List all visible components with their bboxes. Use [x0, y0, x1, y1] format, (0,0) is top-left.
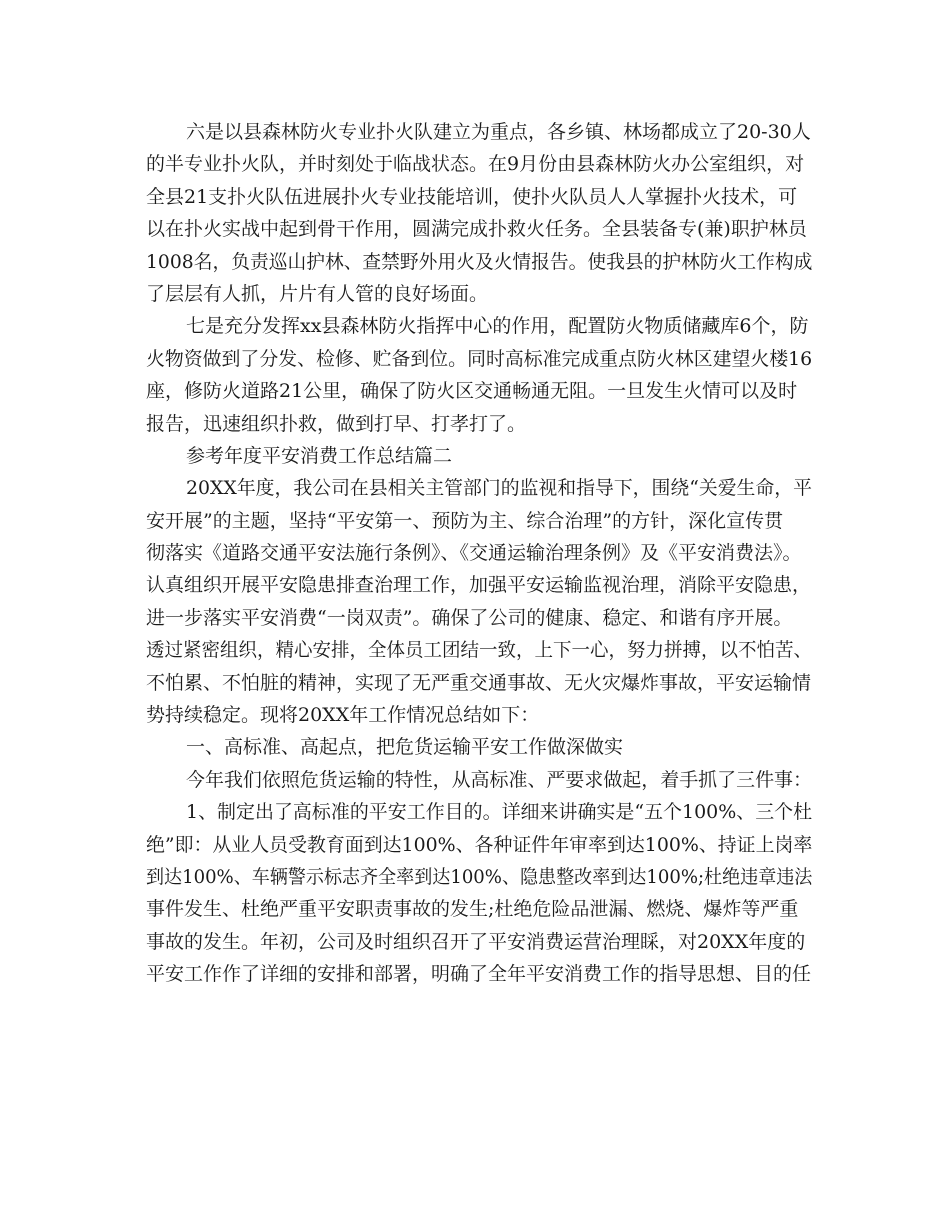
paragraph-line: 20XX年度，我公司在县相关主管部门的监视和指导下，围绕“关爱生命，平 [186, 477, 812, 500]
paragraph-line: 到达100%、车辆警示标志齐全率到达100%、隐患整改率到达100%;杜绝违章违法 [146, 865, 813, 888]
paragraph-line: 全县21支扑火队伍进展扑火专业技能培训，使扑火队员人人掌握扑火技术，可 [146, 185, 798, 208]
paragraph-line: 进一步落实平安消费“一岗双责”。确保了公司的健康、稳定、和谐有序开展。 [146, 606, 793, 629]
paragraph-line: 七是充分发挥xx县森林防火指挥中心的作用，配置防火物质储藏库6个，防 [186, 315, 809, 338]
section-heading: 一、高标准、高起点，把危货运输平安工作做深做实 [186, 736, 624, 759]
paragraph-line: 安开展”的主题，坚持“平安第一、预防为主、综合治理”的方针，深化宣传贯 [146, 509, 784, 532]
paragraph-line: 1008名，负责巡山护林、查禁野外用火及火情报告。使我县的护林防火工作构成 [146, 250, 813, 273]
paragraph-line: 彻落实《道路交通平安法施行条例》、《交通运输治理条例》及《平安消费法》。 [146, 542, 802, 565]
paragraph-line: 报告，迅速组织扑救，做到打早、打孝打了。 [146, 412, 527, 435]
paragraph-line: 1、制定出了高标准的平安工作目的。详细来讲确实是“五个100%、三个杜 [186, 801, 813, 824]
paragraph-line: 认真组织开展平安隐患排查治理工作，加强平安运输监视治理，消除平安隐患， [146, 574, 812, 597]
document-body [146, 116, 812, 991]
paragraph-line: 的半专业扑火队，并时刻处于临战状态。在9月份由县森林防火办公室组织，对 [146, 153, 805, 176]
paragraph-line: 火物资做到了分发、检修、贮备到位。同时高标准完成重点防火林区建望火楼16 [146, 347, 813, 370]
section-heading: 参考年度平安消费工作总结篇二 [186, 444, 453, 467]
paragraph-line: 六是以县森林防火专业扑火队建立为重点，各乡镇、林场都成立了20-30人 [186, 121, 811, 143]
paragraph-line: 平安工作作了详细的安排和部署，明确了全年平安消费工作的指导思想、目的任 [146, 963, 812, 986]
paragraph-line: 以在扑火实战中起到骨干作用，圆满完成扑救火任务。全县装备专(兼)职护林员 [146, 218, 807, 241]
paragraph-line: 不怕累、不怕脏的精神，实现了无严重交通事故、无火灾爆炸事故，平安运输情 [146, 671, 812, 694]
paragraph-line: 透过紧密组织，精心安排，全体员工团结一致，上下一心，努力拼搏，以不怕苦、 [146, 639, 813, 662]
paragraph-line: 事件发生、杜绝严重平安职责事故的发生;杜绝危险品泄漏、燃烧、爆炸等严重 [146, 898, 799, 921]
paragraph-line: 座，修防火道路21公里，确保了防火区交通畅通无阻。一旦发生火情可以及时 [146, 380, 798, 403]
paragraph-line: 事故的发生。年初，公司及时组织召开了平安消费运营治理睬，对20XX年度的 [146, 930, 806, 953]
paragraph-line: 了层层有人抓，片片有人管的良好场面。 [146, 282, 489, 305]
paragraph-line: 今年我们依照危货运输的特性，从高标准、严要求做起，着手抓了三件事： [186, 768, 813, 791]
paragraph-line: 势持续稳定。现将20XX年工作情况总结如下： [146, 704, 540, 727]
paragraph-line: 绝”即：从业人员受教育面到达100%、各种证件年审率到达100%、持证上岗率 [146, 833, 813, 856]
